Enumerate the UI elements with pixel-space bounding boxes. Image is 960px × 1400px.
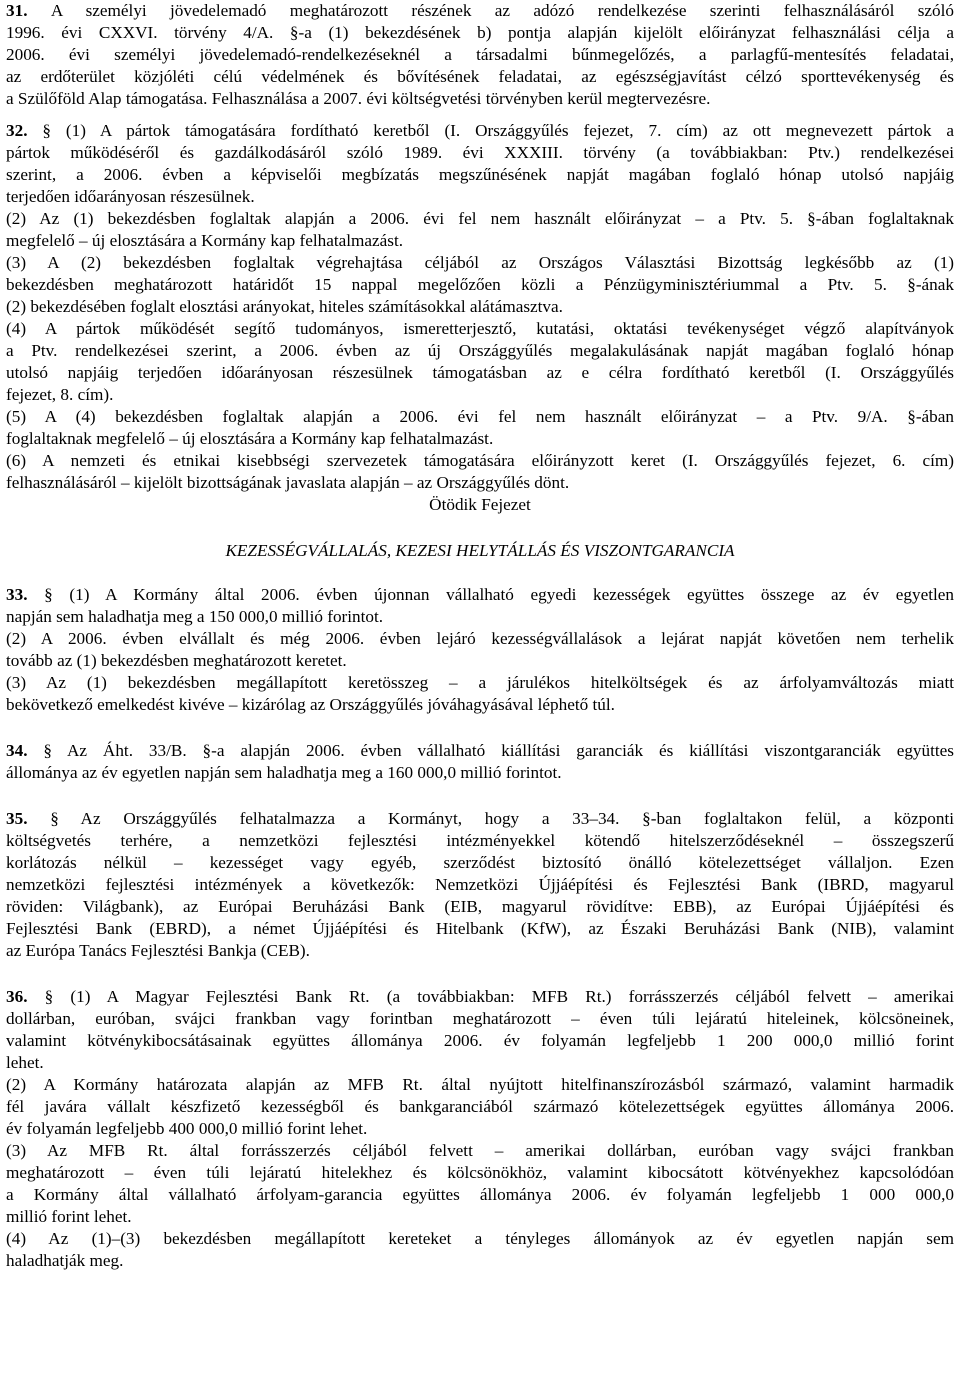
text-line: megfelelő – új elosztására a Kormány kap felhatalmazást. (6, 231, 404, 250)
section-number: 36. (6, 987, 45, 1006)
text-line: lehet. (6, 1053, 44, 1072)
text-line: év folyamán legfeljebb 400 000,0 millió forint lehet. (6, 1119, 368, 1138)
section-number: 32. (6, 121, 43, 140)
text-line: tovább az (1) bekezdésben meghatározott keretet. (6, 651, 347, 670)
section-34-line-1: 34. § Az Áht. 33/B. §-a alapján 2006. évben vállalható kiállítási garanciák és kiállítási viszontgaranciák együttes (6, 741, 954, 760)
text-line: napján sem haladhatja meg a 150 000,0 millió forintot. (6, 607, 384, 626)
text-line: (3) Az MFB Rt. által forrásszerzés céljából felvett – amerikai dollárban, euróban vagy svájci frankban (6, 1141, 954, 1160)
text-line: szerint, a 2006. évben a képviselői megbízatás megszűnésének napját magában foglaló hónap utolsó napjáig (6, 165, 954, 184)
chapter-heading: Ötödik Fejezet (429, 495, 531, 514)
text-line: (6) A nemzeti és etnikai kisebbségi szervezetek támogatására előirányzott keret (I. Országgyűlés fejezet, 6. cím) (6, 451, 954, 470)
text-line: korlátozás nélkül – kezességet vagy egyéb, szerződést biztosító önálló kötelezettséget vállaljon. Ezen (6, 853, 954, 872)
text-line: állománya az év egyetlen napján sem haladhatja meg a 160 000,0 millió forintot. (6, 763, 562, 782)
section-33-line-1: 33. § (1) A Kormány által 2006. évben újonnan vállalható egyedi kezességek együttes összege az év egyetlen (6, 585, 954, 604)
text-line: utolsó napjáig terjedően időarányosan részesülnek támogatásban az e célra fordítható keretből (I. Országgyűlés (6, 363, 954, 382)
text-line: haladhatják meg. (6, 1251, 124, 1270)
text-line: (2) bekezdésében foglalt elosztási arányokat, hiteles számításokkal alátámasztva. (6, 297, 563, 316)
text-line: a Kormány által vállalható árfolyam-garancia együttes állománya 2006. év folyamán legfeljebb 1 000 000,0 (6, 1185, 954, 1204)
text-line: az erdőterület közjóléti célú védelmének és bővítésének feladatai, az egészségjavítást célzó sporttevékenység és (6, 67, 954, 86)
text-line: (3) Az (1) bekezdésben megállapított keretösszeg – a járulékos hitelköltségek és az árfolyamváltozás miatt (6, 673, 954, 692)
text-line: bekezdésben meghatározott határidőt 15 nappal megelőzően közli a Pénzügyminisztériummal a Ptv. 5. §-ának (6, 275, 954, 294)
section-35-line-1: 35. § Az Országgyűlés felhatalmazza a Kormányt, hogy a 33–34. §-ban foglaltakon felül, a központi (6, 809, 954, 828)
text-line: 2006. évi személyi jövedelemadó-rendelkezéseknél a társadalmi bűnmegelőzés, a parlagfű-mentesítés feladatai, (6, 45, 954, 64)
text-line: (5) A (4) bekezdésben foglaltak alapján a 2006. évi fel nem használt előirányzat – a Ptv. 9/A. §-ában (6, 407, 954, 426)
text-line: terjedően időarányosan részesülnek. (6, 187, 255, 206)
text-line: (2) A Kormány határozata alapján az MFB Rt. által nyújtott hitelfinanszírozásból származó, valamint harmadik (6, 1075, 954, 1094)
text-line: röviden: Világbank), az Európai Beruházási Bank (EIB, magyarul rövidítve: EBB), az Európai Újjáépítési és (6, 897, 954, 916)
text-line: költségvetés terhére, a nemzetközi fejlesztési intézményekkel kötendő hitelszerződéseknél – összegszerű (6, 831, 954, 850)
text-line: (4) A pártok működését segítő tudományos, ismeretterjesztő, kutatási, oktatási tevékenységet végző alapítványok (6, 319, 954, 338)
text-line: Fejlesztési Bank (EBRD), a német Újjáépítési és Hitelbank (KfW), az Északi Beruházási Bank (NIB), valamint (6, 919, 954, 938)
text-line: (2) Az (1) bekezdésben foglaltak alapján a 2006. évi fel nem használt előirányzat – a Ptv. 5. §-ában foglaltaknak (6, 209, 954, 228)
text-line: dollárban, euróban, svájci frankban vagy forintban meghatározott – éven túli lejáratú hiteleinek, kölcsöneinek, (6, 1009, 954, 1028)
text-line: valamint kötvénykibocsátásainak együttes állománya 2006. év folyamán legfeljebb 1 200 000,0 millió forint (6, 1031, 954, 1050)
text-line: a Ptv. rendelkezései szerint, a 2006. évben az új Országgyűlés megalakulásának napját magában foglaló hónap (6, 341, 954, 360)
text-line: (3) A (2) bekezdésben foglaltak végrehajtása céljából az Országos Választási Bizottság legkésőbb az (1) (6, 253, 954, 272)
section-number: 31. (6, 1, 51, 20)
text-line: pártok működéséről és gazdálkodásáról szóló 1989. évi XXXIII. törvény (a továbbiakban: Ptv.) rendelkezései (6, 143, 954, 162)
text-line: nemzetközi fejlesztési intézmények a következők: Nemzetközi Újjáépítési és Fejlesztési Bank (IBRD, magyarul (6, 875, 954, 894)
text-line: a Szülőföld Alap támogatása. Felhasználása a 2007. évi költségvetési törvényben kerül megtervezésre. (6, 89, 711, 108)
section-number: 33. (6, 585, 45, 604)
chapter-title: KEZESSÉGVÁLLALÁS, KEZESI HELYTÁLLÁS ÉS VISZONTGARANCIA (225, 541, 735, 560)
text-line: bekövetkező emelkedést kivéve – kizárólag az Országgyűlés jóváhagyásával léphető túl. (6, 695, 615, 714)
text-line: foglaltaknak megfelelő – új elosztására a Kormány kap felhatalmazást. (6, 429, 494, 448)
text-line: az Európa Tanács Fejlesztési Bankja (CEB). (6, 941, 310, 960)
text-line: (4) Az (1)–(3) bekezdésben megállapított kereteket a tényleges állományok az év egyetlen napján sem (6, 1229, 954, 1248)
text-line: meghatározott – éven túli lejáratú hitelekhez és kölcsönökhöz, valamint kibocsátott kötvényekhez kapcsolódóan (6, 1163, 954, 1182)
section-number: 35. (6, 809, 51, 828)
section-31-line-1: 31. A személyi jövedelemadó meghatározott részének az adózó rendelkezése szerinti felhasználásáról szóló (6, 1, 954, 20)
section-36-line-1: 36. § (1) A Magyar Fejlesztési Bank Rt. (a továbbiakban: MFB Rt.) forrásszerzés céljából felvett – amerikai (6, 987, 955, 1006)
section-number: 34. (6, 741, 44, 760)
text-line: (2) A 2006. évben elvállalt és még 2006. évben lejáró kezességvállalások a lejárat napját követően nem terhelik (6, 629, 954, 648)
text-line: felhasználásáról – kijelölt bizottságának javaslata alapján – az Országgyűlés dönt. (6, 473, 570, 492)
text-line: fejezet, 8. cím). (6, 385, 114, 404)
text-line: fél javára vállalt készfizető kezességből és bankgaranciából származó kötelezettségek együttes állománya 2006. (6, 1097, 954, 1116)
text-line: 1996. évi CXXVI. törvény 4/A. §-a (1) bekezdésének b) pontja alapján kijelölt előirányzat felhasználási célja a (6, 23, 954, 42)
text-line: millió forint lehet. (6, 1207, 132, 1226)
section-32-line-1: 32. § (1) A pártok támogatására fordítható keretből (I. Országgyűlés fejezet, 7. cím) az ott megnevezett pártok a (6, 121, 955, 140)
